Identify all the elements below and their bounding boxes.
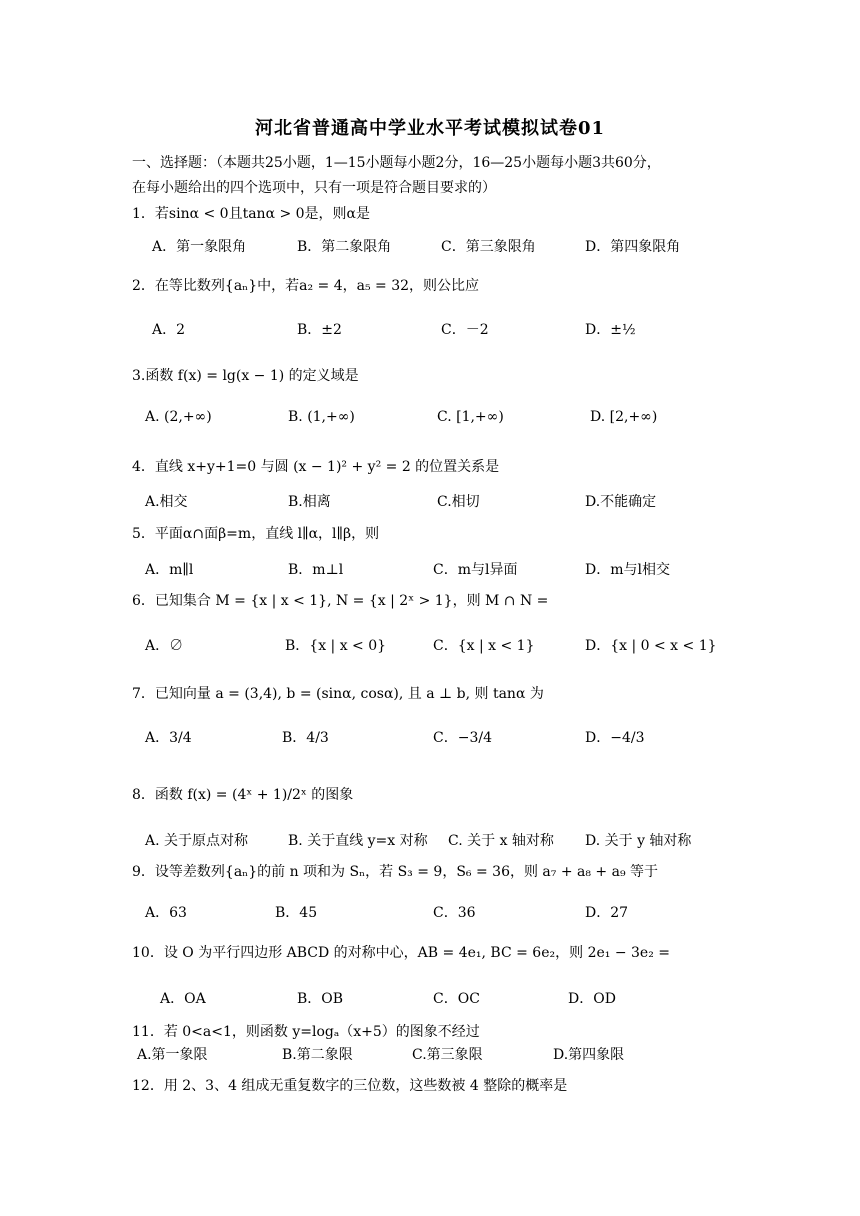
- question-9-stem: 9．设等差数列{aₙ}的前 n 项和为 Sₙ，若 S₃ = 9，S₆ = 36，则 a₇ + a₈ + a₉ 等于: [132, 864, 659, 880]
- question-9-option-b: B．45: [275, 905, 318, 921]
- question-6-option-a: A．∅: [145, 638, 184, 654]
- question-6-option-d: D．{x | 0 < x < 1}: [585, 638, 717, 654]
- question-9-option-c: C．36: [433, 905, 476, 921]
- question-2-option-c: C．－2: [441, 322, 489, 338]
- question-2-stem: 2．在等比数列{aₙ}中，若a₂ = 4，a₅ = 32，则公比应: [132, 278, 480, 294]
- question-3-option-b: B. (1,+∞): [288, 409, 355, 425]
- question-8-option-d: D. 关于 y 轴对称: [585, 833, 692, 849]
- question-4-stem: 4．直线 x+y+1=0 与圆 (x − 1)² + y² = 2 的位置关系是: [132, 459, 500, 475]
- question-9-option-d: D．27: [585, 905, 629, 921]
- question-7-option-a: A．3/4: [145, 730, 192, 746]
- question-1-option-a: A．第一象限角: [152, 239, 247, 255]
- question-11-option-a: A.第一象限: [137, 1047, 208, 1063]
- question-7-option-b: B．4/3: [282, 730, 329, 746]
- question-9-option-a: A．63: [145, 905, 187, 921]
- question-2-option-a: A．2: [152, 322, 186, 338]
- section-instructions-line1: 一、选择题：（本题共25小题，1—15小题每小题2分，16—25小题每小题3共60分，: [132, 155, 661, 171]
- question-4-option-d: D.不能确定: [585, 494, 657, 510]
- question-1-stem: 1．若sinα < 0且tanα > 0是，则α是: [132, 206, 371, 222]
- question-2-option-d: D．±½: [585, 322, 636, 338]
- question-3-option-d: D. [2,+∞): [590, 409, 658, 425]
- question-8-stem: 8．函数 f(x) = (4ˣ + 1)/2ˣ 的图象: [132, 787, 354, 803]
- exam-title: 河北省普通高中学业水平考试模拟试卷01: [254, 118, 606, 139]
- question-1-option-b: B．第二象限角: [297, 239, 392, 255]
- question-12-stem: 12．用 2、3、4 组成无重复数字的三位数，这些数被 4 整除的概率是: [132, 1078, 568, 1094]
- question-5-option-d: D．m与l相交: [585, 562, 670, 578]
- question-5-option-c: C．m与l异面: [433, 562, 518, 578]
- question-8-option-a: A. 关于原点对称: [145, 833, 249, 849]
- question-11-stem: 11．若 0<a<1，则函数 y=logₐ（x+5）的图象不经过: [132, 1024, 480, 1040]
- question-11-option-d: D.第四象限: [553, 1047, 625, 1063]
- question-7-option-c: C．−3/4: [433, 730, 492, 746]
- question-5-option-a: A．m∥l: [145, 562, 194, 578]
- question-1-option-c: C．第三象限角: [441, 239, 536, 255]
- question-3-option-c: C. [1,+∞): [437, 409, 504, 425]
- question-10-stem: 10．设 O 为平行四边形 ABCD 的对称中心，AB = 4e₁, BC = 6e₂，则 2e₁ − 3e₂ =: [132, 945, 670, 961]
- question-6-option-c: C．{x | x < 1}: [433, 638, 535, 654]
- question-4-option-a: A.相交: [145, 494, 188, 510]
- question-11-option-c: C.第三象限: [412, 1047, 483, 1063]
- question-1-option-d: D．第四象限角: [585, 239, 681, 255]
- question-4-option-b: B.相离: [288, 494, 331, 510]
- question-6-stem: 6．已知集合 M = {x | x < 1}, N = {x | 2ˣ > 1}，则 M ∩ N =: [132, 593, 549, 609]
- question-2-option-b: B．±2: [297, 322, 342, 338]
- question-8-option-c: C. 关于 x 轴对称: [448, 833, 554, 849]
- question-6-option-b: B．{x | x < 0}: [285, 638, 387, 654]
- question-8-option-b: B. 关于直线 y=x 对称: [288, 833, 428, 849]
- question-11-option-b: B.第二象限: [282, 1047, 353, 1063]
- question-10-option-a: A．OA: [160, 991, 206, 1007]
- question-4-option-c: C.相切: [437, 494, 480, 510]
- question-3-option-a: A. (2,+∞): [145, 409, 212, 425]
- question-7-option-d: D．−4/3: [585, 730, 645, 746]
- question-5-stem: 5．平面α∩面β=m，直线 l∥α，l∥β，则: [132, 526, 380, 542]
- question-3-stem: 3.函数 f(x) = lg(x − 1) 的定义域是: [132, 368, 359, 384]
- question-10-option-c: C．OC: [433, 991, 480, 1007]
- question-5-option-b: B．m⊥l: [288, 562, 344, 578]
- question-10-option-b: B．OB: [297, 991, 344, 1007]
- question-7-stem: 7．已知向量 a = (3,4), b = (sinα, cosα), 且 a ⊥ b, 则 tanα 为: [132, 686, 544, 702]
- section-instructions-line2: 在每小题给出的四个选项中，只有一项是符合题目要求的）: [132, 180, 496, 196]
- question-10-option-d: D．OD: [568, 991, 616, 1007]
